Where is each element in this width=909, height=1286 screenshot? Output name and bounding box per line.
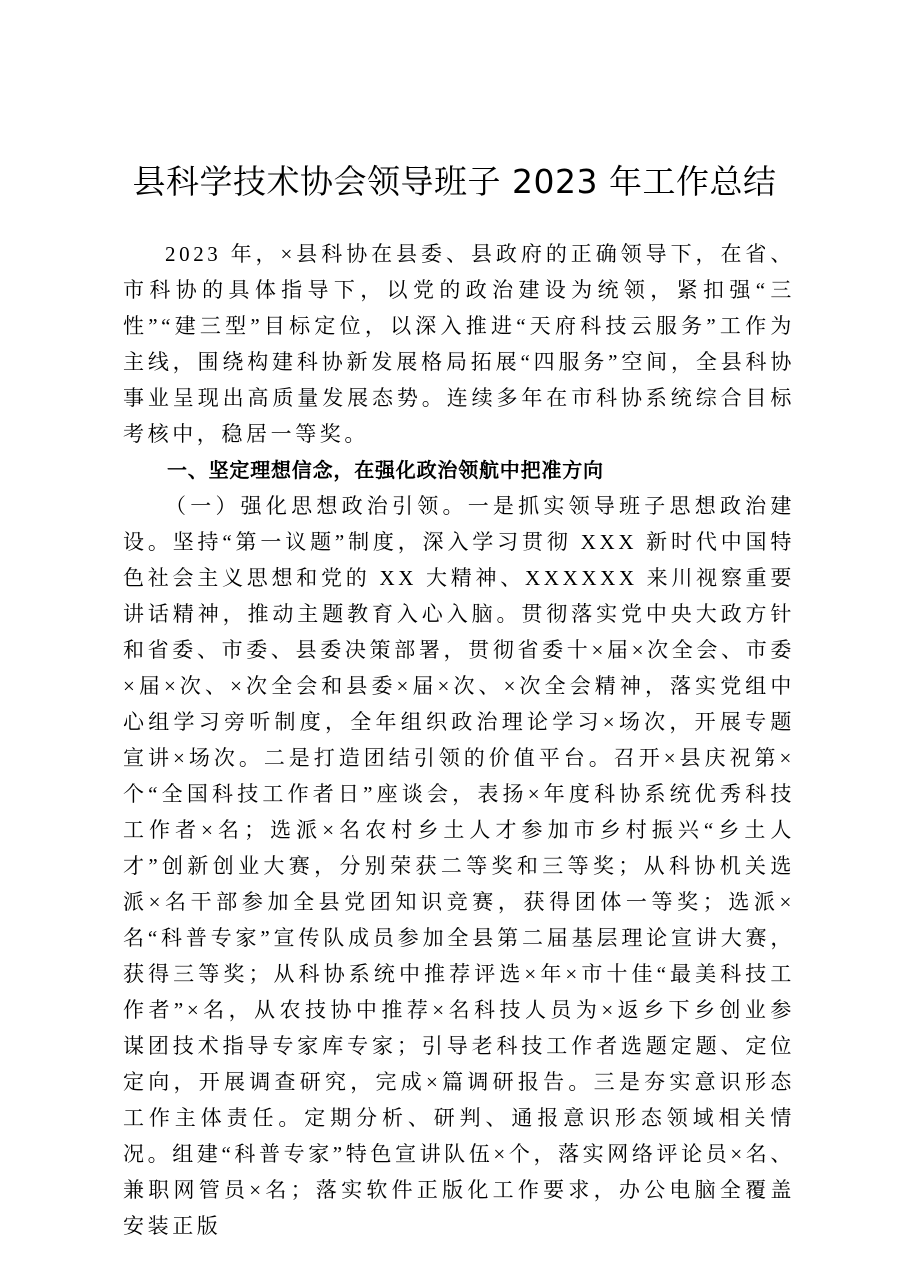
document-title: 县科学技术协会领导班子 2023 年工作总结	[132, 162, 777, 201]
section-heading: 一、坚定理想信念，在强化政治领航中把准方向	[167, 458, 604, 482]
document-body	[123, 236, 795, 1244]
intro-paragraph: 2023 年，×县科协在县委、县政府的正确领导下，在省、市科协的具体指导下，以党的政治建设为统领，紧扣强“三性”“建三型”目标定位，以深入推进“天府科技云服务”工作为主线，围绕构建科协新发展格局拓展“四服务”空间，全县科协事业呈现出高质量发展态势。连续多年在市科协系统综合目标考核中，稳居一等奖。	[123, 242, 795, 446]
section-paragraph: （一）强化思想政治引领。一是抓实领导班子思想政治建设。坚持“第一议题”制度，深入学习贯彻 XXX 新时代中国特色社会主义思想和党的 XX 大精神、XXXXXX 来川视察重要讲话精神，推动主题教育入心入脑。贯彻落实党中央大政方针和省委、市委、县委决策部署，贯彻省委十×届×次全会、市委×届×次、×次全会和县委×届×次、×次全会精神，落实党组中心组学习旁听制度，全年组织政治理论学习×场次，开展专题宣讲×场次。二是打造团结引领的价值平台。召开×县庆祝第×个“全国科技工作者日”座谈会，表扬×年度科协系统优秀科技工作者×名；选派×名农村乡土人才参加市乡村振兴“乡土人才”创新创业大赛，分别荣获二等奖和三等奖；从科协机关选派×名干部参加全县党团知识竞赛，获得团体一等奖；选派×名“科普专家”宣传队成员参加全县第二届基层理论宣讲大赛，获得三等奖；从科协系统中推荐评选×年×市十佳“最美科技工作者”×名，从农技协中推荐×名科技人员为×返乡下乡创业参谋团技术指导专家库专家；引导老科技工作者选题定题、定位定向，开展调查研究，完成×篇调研报告。三是夯实意识形态工作主体责任。定期分析、研判、通报意识形态领域相关情况。组建“科普专家”特色宣讲队伍×个，落实网络评论员×名、兼职网管员×名；落实软件正版化工作要求，办公电脑全覆盖安装正版	[123, 494, 795, 1238]
